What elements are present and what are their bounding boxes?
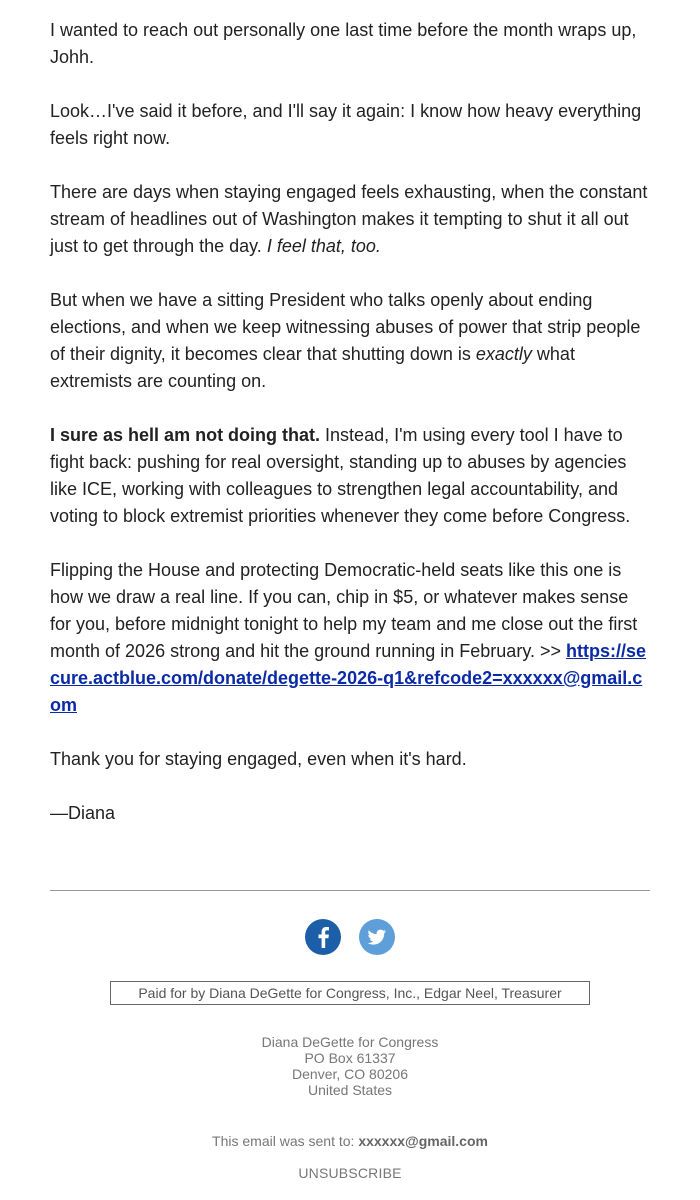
- look-text: Look…I've said it before, and I'll say it again: I know how heavy everything feels right now.: [50, 101, 642, 148]
- mailing-address: [0, 1034, 700, 1098]
- paragraph-greeting: [50, 17, 650, 71]
- paragraph-president: [50, 287, 650, 395]
- donate-link[interactable]: https://secure.actblue.com/donate/degette-2026-q1&refcode2=xxxxxx@gmail.com: [50, 641, 647, 715]
- not-doing-that-bold: I sure as hell am not doing that.: [50, 425, 321, 445]
- email-body: [50, 17, 650, 854]
- recipient-email: xxxxxx@gmail.com: [358, 1133, 488, 1149]
- president-text-before: But when we have a sitting President who talks openly about ending elections, and when we keep witnessing abuses of power that strip people of their dignity, it becomes clear that shutting down is: [50, 290, 641, 364]
- president-text-after: what extremists are counting on.: [50, 344, 575, 391]
- sent-to-line: [0, 1132, 700, 1150]
- social-links: [0, 919, 700, 955]
- paragraph-fight-back: [50, 422, 650, 530]
- facebook-button[interactable]: [305, 919, 341, 955]
- paid-for-disclaimer: Paid for by Diana DeGette for Congress, Inc., Edgar Neel, Treasurer: [110, 981, 590, 1005]
- address-org: Diana DeGette for Congress: [261, 1034, 439, 1050]
- paragraph-look: [50, 98, 650, 152]
- footer-divider: [50, 890, 650, 891]
- paragraph-thanks: [50, 746, 650, 773]
- signature: —Diana: [50, 803, 116, 823]
- address-po-box: PO Box 61337: [304, 1050, 396, 1066]
- paragraph-signature: [50, 800, 650, 827]
- thanks-text: Thank you for staying engaged, even when it's hard.: [50, 749, 467, 769]
- sent-to-label: This email was sent to:: [212, 1133, 359, 1149]
- twitter-button[interactable]: [359, 919, 395, 955]
- unsubscribe-link[interactable]: UNSUBSCRIBE: [298, 1165, 402, 1181]
- twitter-icon: [359, 919, 395, 955]
- address-city: Denver, CO 80206: [292, 1066, 408, 1082]
- paragraph-exhausting: [50, 179, 650, 260]
- address-country: United States: [307, 1082, 393, 1098]
- exactly-italic: exactly: [475, 344, 532, 364]
- paragraph-donate: [50, 557, 650, 719]
- facebook-icon: [305, 919, 341, 955]
- exhausting-text: There are days when staying engaged feels exhausting, when the constant stream of headlines out of Washington makes it tempting to shut it all out just to get through the day.: [50, 182, 648, 256]
- fight-back-text: Instead, I'm using every tool I have to fight back: pushing for real oversight, standing up to abuses by agencies like ICE, working with colleagues to strengthen legal accountability, and voting to block extremist priorities whenever they come before Congress.: [50, 425, 631, 526]
- feel-that-too-italic: I feel that, too.: [266, 236, 381, 256]
- unsubscribe-line: [0, 1164, 700, 1182]
- donate-text: Flipping the House and protecting Democratic-held seats like this one is how we draw a real line. If you can, chip in $5, or whatever makes sense for you, before midnight tonight to help my team and me close out the first month of 2026 strong and hit the ground running in February. >>: [50, 560, 638, 661]
- greeting-text: I wanted to reach out personally one last time before the month wraps up, Johh.: [50, 20, 637, 67]
